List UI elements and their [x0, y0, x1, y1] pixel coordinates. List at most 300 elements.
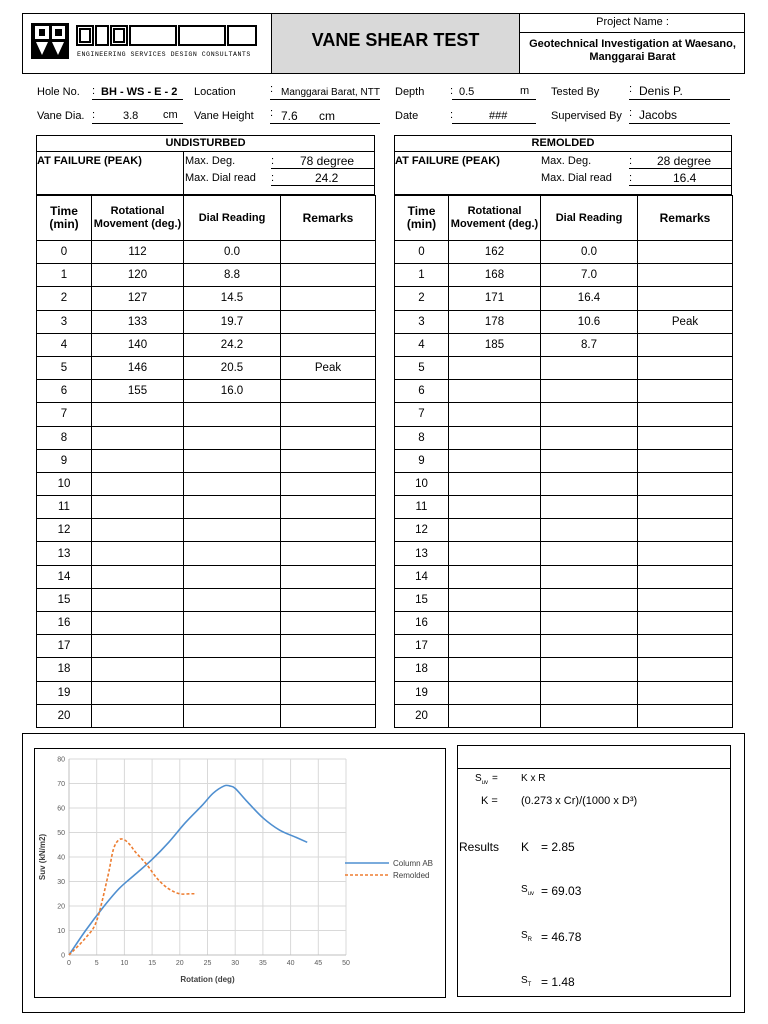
- dial-cell: 7.0: [541, 264, 638, 287]
- dial-cell: [184, 612, 281, 635]
- undisturbed-max-deg-colon: :: [271, 155, 275, 167]
- project-name-label: Project Name :: [596, 16, 669, 28]
- date-underline: [452, 123, 536, 124]
- supervised-by-underline: [629, 123, 730, 124]
- time-cell: 6: [37, 380, 92, 403]
- time-cell: 18: [37, 658, 92, 681]
- y-tick-label: 40: [57, 854, 65, 862]
- table-row: [395, 356, 733, 379]
- tested-by-value: Denis P.: [639, 84, 683, 98]
- location-value: Manggarai Barat, NTT: [281, 87, 380, 98]
- table-row: [395, 449, 733, 472]
- rotation-cell: [449, 588, 541, 611]
- remarks-cell: [638, 380, 733, 403]
- remarks-cell: [281, 496, 376, 519]
- y-tick-label: 60: [57, 805, 65, 813]
- tested-by-underline: [629, 99, 730, 100]
- dial-cell: [541, 565, 638, 588]
- remarks-cell: [638, 356, 733, 379]
- sr-result-symbol: $S_R$: [521, 930, 533, 943]
- remarks-cell: [281, 310, 376, 333]
- remolded-heading: REMOLDED: [531, 137, 595, 149]
- rotation-cell: [92, 658, 184, 681]
- time-cell: 11: [395, 496, 449, 519]
- undisturbed-heading: UNDISTURBED: [165, 137, 246, 149]
- remarks-cell: [638, 519, 733, 542]
- table-row: [37, 658, 376, 681]
- table-row: [37, 542, 376, 565]
- remarks-cell: [638, 565, 733, 588]
- table-row: [37, 612, 376, 635]
- x-tick-label: 40: [286, 960, 295, 967]
- remolded-max-deg-colon: :: [629, 155, 633, 167]
- dial-cell: 0.0: [184, 241, 281, 264]
- dial-cell: 8.8: [184, 264, 281, 287]
- remarks-cell: [281, 333, 376, 356]
- time-cell: 2: [395, 287, 449, 310]
- project-name-value: Geotechnical Investigation at Waesano, Manggarai Barat: [529, 38, 736, 63]
- remarks-cell: [281, 658, 376, 681]
- rotation-cell: 155: [92, 380, 184, 403]
- y-axis-label: Suv (kN/m2): [38, 833, 47, 881]
- remarks-cell: [281, 449, 376, 472]
- dial-cell: [541, 519, 638, 542]
- remarks-cell: [638, 287, 733, 310]
- hole-no-colon: :: [92, 85, 96, 97]
- remarks-cell: [281, 612, 376, 635]
- time-cell: 19: [37, 681, 92, 704]
- table-row: [37, 426, 376, 449]
- dial-cell: [184, 704, 281, 727]
- remarks-cell: [638, 542, 733, 565]
- legend-entry: Column AB: [393, 859, 434, 868]
- rotation-cell: 120: [92, 264, 184, 287]
- time-cell: 11: [37, 496, 92, 519]
- table-row: [37, 310, 376, 333]
- dial-cell: [184, 496, 281, 519]
- x-tick-label: 20: [175, 960, 184, 967]
- company-logo: [30, 22, 270, 62]
- y-tick-label: 50: [57, 830, 65, 837]
- rotation-cell: [449, 426, 541, 449]
- vane-height-value: 7.6: [281, 109, 298, 123]
- time-cell: 17: [37, 635, 92, 658]
- time-cell: 16: [395, 612, 449, 635]
- undisturbed-at-failure: AT FAILURE (PEAK): [37, 155, 142, 167]
- undisturbed-rows: [37, 241, 376, 728]
- table-row: [395, 380, 733, 403]
- rotation-cell: [449, 612, 541, 635]
- table-row: [395, 542, 733, 565]
- suv-formula: K x R: [521, 773, 546, 784]
- remolded-col-dial: Dial Reading: [541, 196, 638, 241]
- remarks-cell: [638, 635, 733, 658]
- remarks-cell: [638, 403, 733, 426]
- rotation-cell: 146: [92, 356, 184, 379]
- rotation-cell: [92, 542, 184, 565]
- results-top-divider: [457, 768, 731, 769]
- rotation-cell: 178: [449, 310, 541, 333]
- dial-cell: 8.7: [541, 333, 638, 356]
- st-result-symbol: $S_T$: [521, 975, 532, 988]
- undisturbed-failure-divider: [183, 152, 184, 195]
- remarks-cell: [281, 681, 376, 704]
- series-line-column-ab: [69, 785, 307, 955]
- table-row: [395, 426, 733, 449]
- remarks-cell: [281, 287, 376, 310]
- rotation-cell: [449, 519, 541, 542]
- vane-dia-value: 3.8: [123, 110, 139, 122]
- time-cell: 5: [395, 356, 449, 379]
- dial-cell: [541, 635, 638, 658]
- rotation-cell: [449, 356, 541, 379]
- time-cell: 9: [395, 449, 449, 472]
- dial-cell: [184, 565, 281, 588]
- rotation-cell: [92, 635, 184, 658]
- remolded-rows: [395, 241, 733, 728]
- remarks-cell: [281, 565, 376, 588]
- time-cell: 6: [395, 380, 449, 403]
- rotation-cell: [449, 542, 541, 565]
- st-result-value: = 1.48: [541, 975, 575, 989]
- remolded-max-dial-underline: [629, 185, 731, 186]
- table-row: [395, 635, 733, 658]
- rotation-cell: [92, 704, 184, 727]
- rotation-cell: [449, 380, 541, 403]
- remarks-cell: [638, 449, 733, 472]
- tested-by-label: Tested By: [551, 86, 600, 98]
- date-value: ###: [489, 110, 508, 122]
- supervised-by-value: Jacobs: [639, 108, 678, 122]
- time-cell: 17: [395, 635, 449, 658]
- sr-result-value: = 46.78: [541, 930, 582, 944]
- dial-cell: [541, 449, 638, 472]
- time-cell: 8: [37, 426, 92, 449]
- y-tick-label: 10: [57, 928, 65, 935]
- k-value: = 2.85: [541, 840, 575, 854]
- rotation-cell: 171: [449, 287, 541, 310]
- vane-dia-underline: [92, 123, 183, 124]
- page-title: VANE SHEAR TEST: [311, 30, 480, 50]
- undisturbed-max-deg-label: Max. Deg.: [185, 155, 236, 167]
- x-tick-label: 25: [203, 960, 212, 967]
- x-tick-label: 35: [259, 960, 267, 967]
- dial-cell: [184, 403, 281, 426]
- dial-cell: [541, 496, 638, 519]
- suv-result-value: = 69.03: [541, 884, 582, 898]
- time-cell: 3: [37, 310, 92, 333]
- project-divider: [520, 32, 745, 33]
- hole-no-underline: [92, 99, 183, 100]
- rotation-cell: [449, 658, 541, 681]
- table-row: [395, 565, 733, 588]
- tested-by-colon: :: [629, 83, 633, 95]
- x-tick-label: 15: [148, 960, 156, 967]
- undisturbed-col-remarks: Remarks: [281, 196, 376, 241]
- supervised-by-label: Supervised By: [551, 110, 622, 122]
- dial-cell: [184, 681, 281, 704]
- undisturbed-max-dial-value: 24.2: [315, 171, 339, 185]
- table-row: [37, 356, 376, 379]
- rotation-cell: [92, 612, 184, 635]
- company-tagline: ENGINEERING SERVICES DESIGN CONSULTANTS: [77, 51, 251, 58]
- undisturbed-heading-divider: [36, 151, 375, 152]
- remarks-cell: Peak: [281, 356, 376, 379]
- remarks-cell: Peak: [638, 310, 733, 333]
- time-cell: 10: [37, 472, 92, 495]
- time-cell: 7: [395, 403, 449, 426]
- undisturbed-col-rotation: Rotational Movement (deg.): [92, 196, 184, 241]
- k-formula: (0.273 x Cr)/(1000 x D³): [521, 795, 638, 807]
- table-row: [37, 704, 376, 727]
- remolded-table: [394, 195, 733, 728]
- dial-cell: [541, 542, 638, 565]
- dial-cell: 14.5: [184, 287, 281, 310]
- time-cell: 5: [37, 356, 92, 379]
- remolded-max-deg-label: Max. Deg.: [541, 155, 592, 167]
- dial-cell: 24.2: [184, 333, 281, 356]
- x-tick-label: 5: [94, 960, 99, 967]
- remarks-cell: [638, 681, 733, 704]
- time-cell: 3: [395, 310, 449, 333]
- dial-cell: [184, 658, 281, 681]
- undisturbed-max-dial-label: Max. Dial read: [185, 172, 256, 184]
- dial-cell: [184, 542, 281, 565]
- remarks-cell: [281, 380, 376, 403]
- table-row: [395, 588, 733, 611]
- undisturbed-table: [36, 195, 376, 728]
- results-frame: [457, 745, 731, 997]
- table-row: [37, 681, 376, 704]
- table-row: [37, 380, 376, 403]
- remarks-cell: [281, 635, 376, 658]
- k-symbol: K: [521, 840, 530, 854]
- time-cell: 4: [395, 333, 449, 356]
- time-cell: 0: [37, 241, 92, 264]
- remolded-heading-divider: [394, 151, 732, 152]
- rotation-cell: 162: [449, 241, 541, 264]
- table-row: [37, 241, 376, 264]
- time-cell: 13: [37, 542, 92, 565]
- time-cell: 14: [37, 565, 92, 588]
- remarks-cell: [281, 704, 376, 727]
- undisturbed-col-dial: Dial Reading: [184, 196, 281, 241]
- time-cell: 13: [395, 542, 449, 565]
- remarks-cell: [638, 264, 733, 287]
- table-row: [395, 704, 733, 727]
- table-row: [37, 588, 376, 611]
- dial-cell: [541, 472, 638, 495]
- table-row: [395, 681, 733, 704]
- rotation-cell: 133: [92, 310, 184, 333]
- location-colon: :: [270, 83, 274, 95]
- rotation-cell: [449, 681, 541, 704]
- location-underline: [270, 99, 380, 100]
- dial-cell: [541, 356, 638, 379]
- rotation-cell: 140: [92, 333, 184, 356]
- rotation-cell: [92, 426, 184, 449]
- time-cell: 14: [395, 565, 449, 588]
- remarks-cell: [638, 658, 733, 681]
- vane-dia-unit: cm: [163, 109, 178, 121]
- rotation-cell: [92, 403, 184, 426]
- table-row: [37, 472, 376, 495]
- table-row: [37, 519, 376, 542]
- suv-result-symbol: $S_{uv}$: [521, 884, 535, 897]
- table-row: [37, 287, 376, 310]
- rotation-cell: [92, 496, 184, 519]
- supervised-by-colon: :: [629, 107, 633, 119]
- remarks-cell: [281, 264, 376, 287]
- suv-symbol: $S_{uv}$: [475, 773, 489, 786]
- y-tick-label: 70: [57, 781, 65, 788]
- dial-cell: 0.0: [541, 241, 638, 264]
- rotation-cell: [92, 681, 184, 704]
- table-row: [37, 449, 376, 472]
- table-row: [37, 333, 376, 356]
- dial-cell: [541, 704, 638, 727]
- time-cell: 10: [395, 472, 449, 495]
- time-cell: 1: [37, 264, 92, 287]
- dial-cell: [541, 681, 638, 704]
- x-tick-label: 0: [67, 960, 71, 967]
- date-label: Date: [395, 110, 419, 122]
- table-row: [395, 612, 733, 635]
- time-cell: 20: [395, 704, 449, 727]
- table-row: [395, 472, 733, 495]
- rotation-cell: [449, 635, 541, 658]
- suv-equals: =: [492, 773, 498, 784]
- time-cell: 12: [395, 519, 449, 542]
- table-row: [37, 496, 376, 519]
- remarks-cell: [281, 519, 376, 542]
- undisturbed-col-time: Time (min): [37, 196, 92, 241]
- table-row: [395, 241, 733, 264]
- suv-rotation-chart: [35, 749, 445, 997]
- dial-cell: [184, 449, 281, 472]
- vane-height-underline: [270, 123, 380, 124]
- rotation-cell: [449, 565, 541, 588]
- dial-cell: [184, 519, 281, 542]
- dial-cell: [541, 380, 638, 403]
- time-cell: 15: [395, 588, 449, 611]
- rotation-cell: [449, 704, 541, 727]
- remarks-cell: [638, 426, 733, 449]
- table-row: [37, 565, 376, 588]
- dial-cell: [184, 426, 281, 449]
- series-line-remolded: [69, 839, 196, 955]
- dial-cell: [184, 588, 281, 611]
- rotation-cell: [449, 472, 541, 495]
- depth-value: 0.5: [459, 86, 475, 98]
- remolded-at-failure: AT FAILURE (PEAK): [395, 155, 500, 167]
- x-tick-label: 45: [314, 960, 323, 967]
- time-cell: 9: [37, 449, 92, 472]
- results-label: Results: [459, 840, 500, 854]
- undisturbed-max-dial-colon: :: [271, 172, 275, 184]
- hole-no-label: Hole No.: [37, 86, 80, 98]
- x-tick-label: 30: [231, 960, 240, 967]
- k-label: K =: [481, 795, 498, 807]
- time-cell: 8: [395, 426, 449, 449]
- rotation-cell: [92, 449, 184, 472]
- table-row: [395, 519, 733, 542]
- table-row: [395, 333, 733, 356]
- depth-underline: [452, 99, 536, 100]
- time-cell: 18: [395, 658, 449, 681]
- time-cell: 19: [395, 681, 449, 704]
- time-cell: 20: [37, 704, 92, 727]
- remarks-cell: [281, 588, 376, 611]
- time-cell: 12: [37, 519, 92, 542]
- table-row: [395, 287, 733, 310]
- remarks-cell: [281, 472, 376, 495]
- rotation-cell: 127: [92, 287, 184, 310]
- vane-dia-label: Vane Dia.: [37, 110, 85, 122]
- undisturbed-max-deg-underline: [271, 168, 374, 169]
- table-row: [395, 310, 733, 333]
- rotation-cell: [92, 519, 184, 542]
- hole-no-value: BH - WS - E - 2: [101, 86, 178, 98]
- remolded-col-rotation: Rotational Movement (deg.): [449, 196, 541, 241]
- x-tick-label: 10: [120, 960, 129, 967]
- table-row: [395, 658, 733, 681]
- remolded-max-dial-label: Max. Dial read: [541, 172, 612, 184]
- rotation-cell: 168: [449, 264, 541, 287]
- y-tick-label: 0: [61, 952, 65, 960]
- remarks-cell: [638, 241, 733, 264]
- remarks-cell: [281, 426, 376, 449]
- dial-cell: 16.0: [184, 380, 281, 403]
- vane-height-unit: cm: [319, 109, 335, 123]
- remarks-cell: [281, 403, 376, 426]
- location-label: Location: [194, 86, 236, 98]
- y-tick-label: 80: [57, 756, 65, 764]
- table-row: [37, 264, 376, 287]
- remolded-max-dial-value: 16.4: [673, 171, 697, 185]
- remolded-max-deg-value: 28 degree: [657, 154, 712, 168]
- remarks-cell: [638, 588, 733, 611]
- depth-label: Depth: [395, 86, 425, 98]
- table-row: [395, 264, 733, 287]
- table-row: [395, 496, 733, 519]
- dial-cell: [541, 588, 638, 611]
- time-cell: 7: [37, 403, 92, 426]
- logo-emblem: [31, 23, 69, 59]
- rotation-cell: [92, 565, 184, 588]
- time-cell: 0: [395, 241, 449, 264]
- rotation-cell: [449, 403, 541, 426]
- dial-cell: 16.4: [541, 287, 638, 310]
- undisturbed-max-dial-underline: [271, 185, 374, 186]
- dial-cell: [541, 658, 638, 681]
- rotation-cell: 185: [449, 333, 541, 356]
- rotation-cell: 112: [92, 241, 184, 264]
- remolded-header-row: [395, 196, 733, 241]
- remolded-col-time: Time (min): [395, 196, 449, 241]
- rotation-cell: [92, 472, 184, 495]
- y-tick-label: 30: [57, 879, 65, 886]
- logo-wordmark: [77, 26, 256, 45]
- y-tick-label: 20: [57, 903, 65, 911]
- dial-cell: 19.7: [184, 310, 281, 333]
- depth-unit: m: [520, 85, 530, 97]
- vane-dia-colon: :: [92, 109, 96, 121]
- date-colon: :: [450, 109, 454, 121]
- dial-cell: [541, 612, 638, 635]
- remarks-cell: [638, 472, 733, 495]
- rotation-cell: [449, 496, 541, 519]
